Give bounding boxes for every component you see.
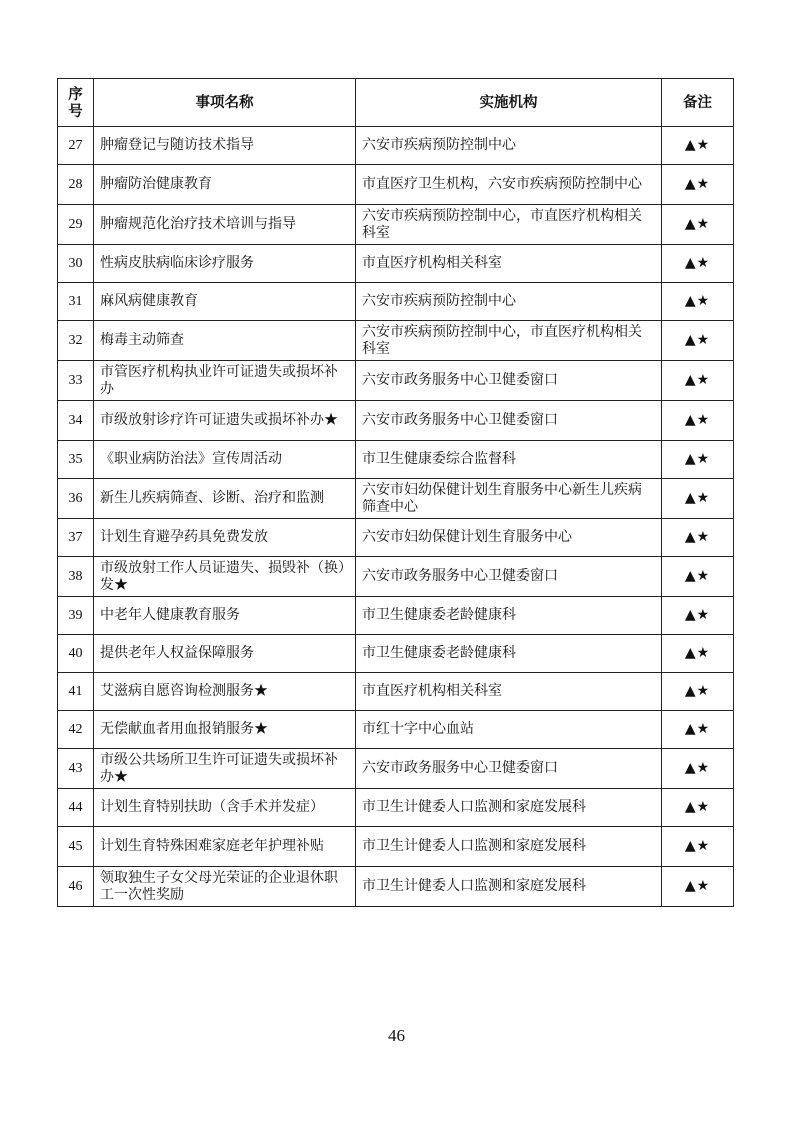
table-row: [58, 749, 734, 789]
row-serial-number: 42: [58, 711, 94, 749]
table-row: [58, 441, 734, 479]
row-implementing-agency: 六安市疾病预防控制中心，市直医疗机构相关科室: [356, 321, 662, 361]
row-item-name: 《职业病防治法》宣传周活动: [94, 441, 356, 479]
table-row: [58, 635, 734, 673]
row-remarks-marks: ▲★: [662, 827, 734, 867]
row-serial-number: 46: [58, 867, 94, 907]
row-item-name: 麻风病健康教育: [94, 283, 356, 321]
header-serial-number: 序号: [58, 79, 94, 127]
row-implementing-agency: 市卫生健康委综合监督科: [356, 441, 662, 479]
table-row: [58, 283, 734, 321]
row-serial-number: 34: [58, 401, 94, 441]
row-item-name: 计划生育避孕药具免费发放: [94, 519, 356, 557]
row-item-name: 计划生育特殊困难家庭老年护理补贴: [94, 827, 356, 867]
row-implementing-agency: 市卫生计健委人口监测和家庭发展科: [356, 867, 662, 907]
table-row: [58, 867, 734, 907]
row-serial-number: 29: [58, 205, 94, 245]
row-item-name: 市级放射诊疗许可证遗失或损坏补办★: [94, 401, 356, 441]
row-implementing-agency: 市卫生健康委老龄健康科: [356, 635, 662, 673]
header-implementing-agency: 实施机构: [356, 79, 662, 127]
row-item-name: 无偿献血者用血报销服务★: [94, 711, 356, 749]
row-remarks-marks: ▲★: [662, 711, 734, 749]
row-remarks-marks: ▲★: [662, 401, 734, 441]
row-serial-number: 36: [58, 479, 94, 519]
services-table: [57, 78, 734, 907]
row-serial-number: 39: [58, 597, 94, 635]
row-implementing-agency: 六安市政务服务中心卫健委窗口: [356, 557, 662, 597]
row-implementing-agency: 市卫生健康委老龄健康科: [356, 597, 662, 635]
row-serial-number: 41: [58, 673, 94, 711]
row-remarks-marks: ▲★: [662, 597, 734, 635]
row-remarks-marks: ▲★: [662, 283, 734, 321]
row-implementing-agency: 市直医疗卫生机构，六安市疾病预防控制中心: [356, 165, 662, 205]
row-remarks-marks: ▲★: [662, 441, 734, 479]
table-header-row: [58, 79, 734, 127]
row-item-name: 艾滋病自愿咨询检测服务★: [94, 673, 356, 711]
row-remarks-marks: ▲★: [662, 479, 734, 519]
row-remarks-marks: ▲★: [662, 165, 734, 205]
row-serial-number: 40: [58, 635, 94, 673]
row-remarks-marks: ▲★: [662, 127, 734, 165]
table-row: [58, 711, 734, 749]
table-row: [58, 401, 734, 441]
row-serial-number: 37: [58, 519, 94, 557]
row-item-name: 中老年人健康教育服务: [94, 597, 356, 635]
table-row: [58, 165, 734, 205]
table-row: [58, 597, 734, 635]
row-remarks-marks: ▲★: [662, 519, 734, 557]
table-row: [58, 321, 734, 361]
header-item-name: 事项名称: [94, 79, 356, 127]
table-row: [58, 673, 734, 711]
row-remarks-marks: ▲★: [662, 673, 734, 711]
row-implementing-agency: 市红十字中心血站: [356, 711, 662, 749]
row-remarks-marks: ▲★: [662, 635, 734, 673]
row-item-name: 市级公共场所卫生许可证遗失或损坏补办★: [94, 749, 356, 789]
row-item-name: 肿瘤防治健康教育: [94, 165, 356, 205]
row-item-name: 计划生育特别扶助（含手术并发症）: [94, 789, 356, 827]
page-number: 46: [388, 1026, 405, 1045]
row-item-name: 市管医疗机构执业许可证遗失或损坏补办: [94, 361, 356, 401]
row-serial-number: 35: [58, 441, 94, 479]
row-implementing-agency: 六安市政务服务中心卫健委窗口: [356, 401, 662, 441]
row-serial-number: 45: [58, 827, 94, 867]
row-implementing-agency: 六安市疾病预防控制中心，市直医疗机构相关科室: [356, 205, 662, 245]
table-row: [58, 205, 734, 245]
table-row: [58, 519, 734, 557]
table-row: [58, 827, 734, 867]
table-row: [58, 557, 734, 597]
table-row: [58, 127, 734, 165]
table-row: [58, 361, 734, 401]
row-implementing-agency: 六安市妇幼保健计划生育服务中心: [356, 519, 662, 557]
row-serial-number: 33: [58, 361, 94, 401]
row-remarks-marks: ▲★: [662, 789, 734, 827]
row-item-name: 领取独生子女父母光荣证的企业退休职工一次性奖励: [94, 867, 356, 907]
row-remarks-marks: ▲★: [662, 321, 734, 361]
row-remarks-marks: ▲★: [662, 749, 734, 789]
table-row: [58, 245, 734, 283]
row-implementing-agency: 六安市疾病预防控制中心: [356, 127, 662, 165]
row-implementing-agency: 市直医疗机构相关科室: [356, 245, 662, 283]
row-implementing-agency: 六安市妇幼保健计划生育服务中心新生儿疾病筛查中心: [356, 479, 662, 519]
row-implementing-agency: 六安市政务服务中心卫健委窗口: [356, 361, 662, 401]
row-serial-number: 43: [58, 749, 94, 789]
row-item-name: 提供老年人权益保障服务: [94, 635, 356, 673]
row-implementing-agency: 六安市疾病预防控制中心: [356, 283, 662, 321]
row-implementing-agency: 市直医疗机构相关科室: [356, 673, 662, 711]
row-item-name: 新生儿疾病筛查、诊断、治疗和监测: [94, 479, 356, 519]
row-serial-number: 30: [58, 245, 94, 283]
row-serial-number: 27: [58, 127, 94, 165]
row-item-name: 市级放射工作人员证遗失、损毁补（换）发★: [94, 557, 356, 597]
row-item-name: 肿瘤规范化治疗技术培训与指导: [94, 205, 356, 245]
table-row: [58, 479, 734, 519]
row-remarks-marks: ▲★: [662, 205, 734, 245]
row-remarks-marks: ▲★: [662, 361, 734, 401]
row-item-name: 性病皮肤病临床诊疗服务: [94, 245, 356, 283]
row-remarks-marks: ▲★: [662, 557, 734, 597]
row-remarks-marks: ▲★: [662, 245, 734, 283]
row-implementing-agency: 市卫生计健委人口监测和家庭发展科: [356, 789, 662, 827]
row-serial-number: 32: [58, 321, 94, 361]
row-serial-number: 38: [58, 557, 94, 597]
row-remarks-marks: ▲★: [662, 867, 734, 907]
table-row: [58, 789, 734, 827]
row-implementing-agency: 市卫生计健委人口监测和家庭发展科: [356, 827, 662, 867]
row-serial-number: 44: [58, 789, 94, 827]
row-serial-number: 28: [58, 165, 94, 205]
row-serial-number: 31: [58, 283, 94, 321]
row-item-name: 肿瘤登记与随访技术指导: [94, 127, 356, 165]
row-item-name: 梅毒主动筛查: [94, 321, 356, 361]
row-implementing-agency: 六安市政务服务中心卫健委窗口: [356, 749, 662, 789]
header-remarks: 备注: [662, 79, 734, 127]
